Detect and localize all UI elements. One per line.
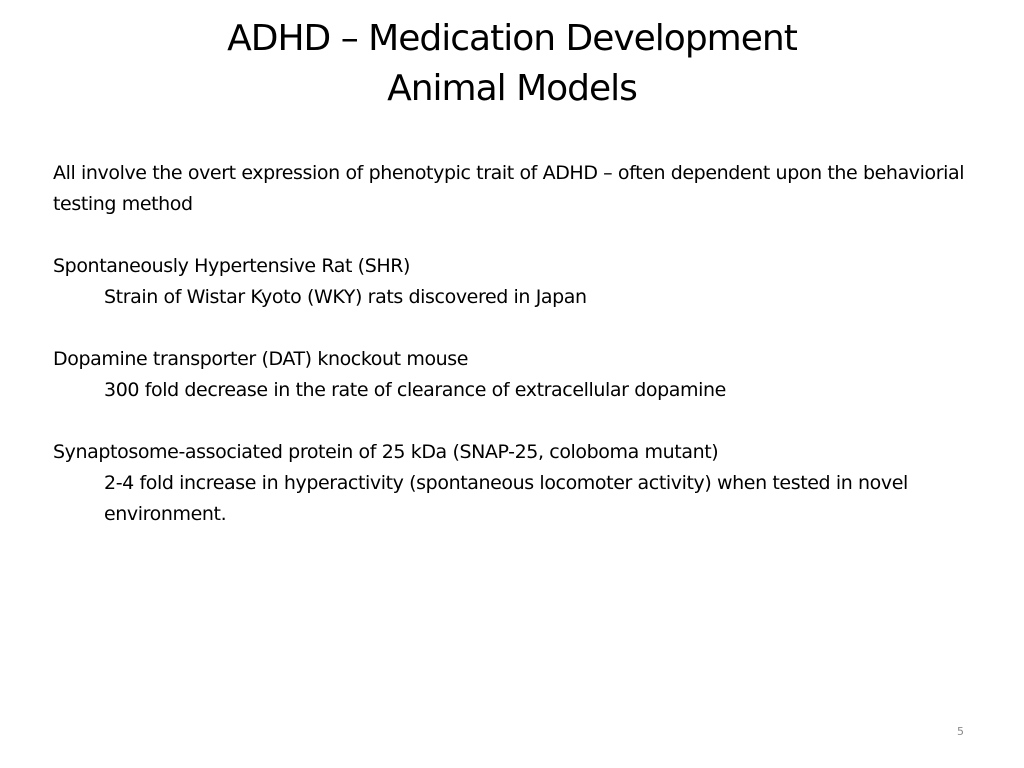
model-name: Dopamine transporter (DAT) knockout mouse	[53, 348, 469, 370]
slide-title	[0, 14, 1024, 114]
model-item-dat	[53, 344, 978, 406]
model-item-snap25	[53, 437, 978, 530]
model-detail: 2-4 fold increase in hyperactivity (spontaneous locomoter activity) when tested in novel environment.	[104, 472, 908, 525]
spacer	[53, 220, 978, 251]
slide-title-line-2: Animal Models	[387, 68, 637, 109]
model-detail: 300 fold decrease in the rate of clearance of extracellular dopamine	[104, 379, 726, 401]
model-name: Synaptosome-associated protein of 25 kDa (SNAP-25, coloboma mutant)	[53, 441, 719, 463]
model-detail: Strain of Wistar Kyoto (WKY) rats discovered in Japan	[104, 286, 587, 308]
model-name: Spontaneously Hypertensive Rat (SHR)	[53, 255, 411, 277]
slide-number: 5	[957, 725, 964, 738]
model-item-shr	[53, 251, 978, 313]
slide-title-line-1: ADHD – Medication Development	[227, 18, 797, 59]
spacer	[53, 313, 978, 344]
spacer	[53, 406, 978, 437]
intro-text: All involve the overt expression of phenotypic trait of ADHD – often dependent upon the behaviorial testing method	[53, 162, 965, 215]
slide-body	[53, 158, 978, 530]
